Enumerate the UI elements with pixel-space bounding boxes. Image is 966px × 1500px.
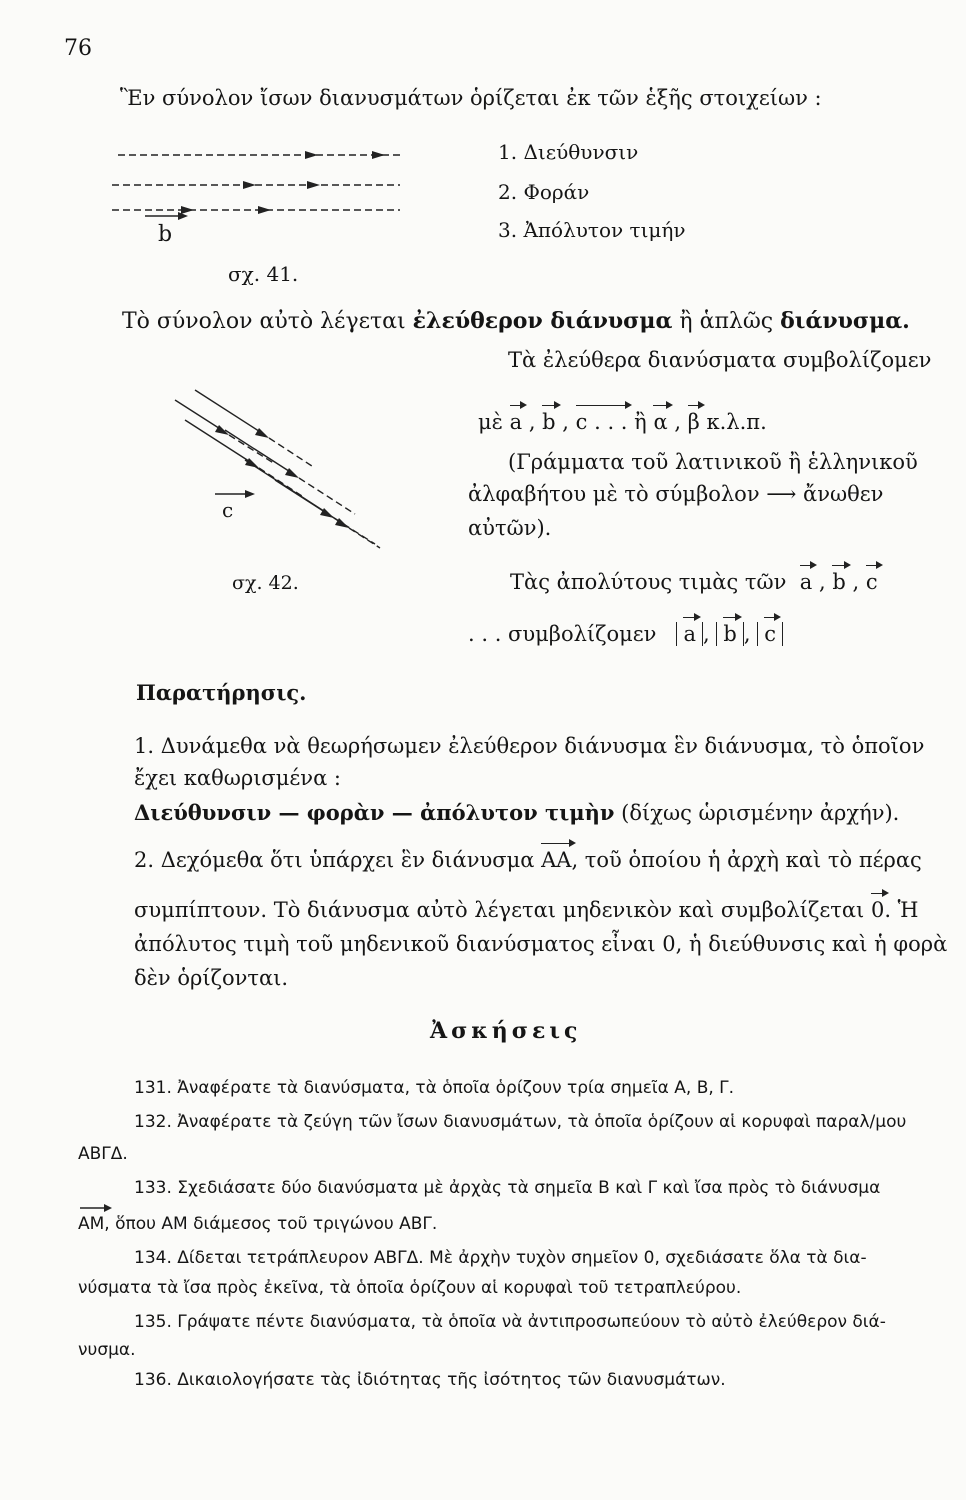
symbols-post: κ.λ.π. (706, 410, 767, 434)
symbol-c: c . . . (575, 410, 628, 434)
remark-2-line-3: ἀπόλυτος τιμὴ τοῦ μηδενικοῦ διανύσματος εἶναι 0, ἡ διεύθυνσις καὶ ἡ φορὰ (134, 932, 948, 956)
page-number: 76 (64, 36, 92, 61)
remark-2-line-4: δὲν ὁρίζονται. (134, 966, 289, 990)
symbols-or: ἢ (634, 410, 647, 434)
remark-heading: Παρατήρησις. (136, 680, 307, 705)
exercise-134-cont: νύσματα τὰ ἴσα πρὸς ἐκεῖνα, τὰ ὁποῖα ὁρίζουν αἱ κορυφαὶ τοῦ τετραπλεύρου. (78, 1278, 742, 1298)
paren-line-3: αὐτῶν). (468, 516, 552, 540)
remark-2-line2-post: . Ἡ (884, 898, 919, 922)
fig42-vector-label: c (222, 498, 234, 522)
exercise-133-cont: AM, ὅπου AM διάμεσος τοῦ τριγώνου ΑΒΓ. (78, 1214, 438, 1234)
symbol-alpha: α (653, 410, 668, 434)
abs-symbol-a: a (799, 570, 813, 594)
element-direction: 1. Διεύθυνσιν (498, 140, 639, 164)
remark-2-line2-pre: συμπίπτουν. Τὸ διάνυσμα αὐτὸ λέγεται μηδενικὸν καὶ συμβολίζεται (134, 898, 865, 922)
paren-line-2: ἀλφαβήτου μὲ τὸ σύμβολον ⟶ ἄνωθεν (468, 482, 884, 506)
exercise-135-cont: νυσμα. (78, 1340, 136, 1360)
remark-2-line-2 (134, 898, 919, 922)
symbol-beta: β (687, 410, 700, 434)
symbols-line-2: μὲ a , b , c . . . ἢ α , β κ.λ.π. (478, 410, 767, 434)
symbols-pre: μὲ (478, 410, 503, 434)
remark-2-post: , τοῦ ὁποίου ἡ ἀρχὴ καὶ τὸ πέρας (571, 848, 922, 872)
intro-text: Ἓν σύνολον ἴσων διανυσμάτων ὁρίζεται ἐκ τῶν ἑξῆς στοιχείων : (120, 86, 822, 110)
free-vector-sentence (122, 308, 910, 334)
fig41-caption: σχ. 41. (228, 262, 299, 286)
remark-2-pre: 2. Δεχόμεθα ὅτι ὑπάρχει ἓν διάνυσμα (134, 848, 535, 872)
fig42-caption: σχ. 42. (232, 572, 299, 594)
exercise-135: 135. Γράψατε πέντε διανύσματα, τὰ ὁποῖα νὰ ἀντιπροσωπεύουν τὸ αὐτὸ ἐλεύθερον διά- (134, 1312, 886, 1332)
abs-symbol-b: b (832, 570, 846, 594)
symbols-line-1: Τὰ ἐλεύθερα διανύσματα συμβολίζομεν (508, 348, 932, 372)
abs-values-line-2: . . . συμβολίζομεν a , b , c (468, 622, 783, 646)
abs-symbol-c: c (865, 570, 878, 594)
remark-1-line-1: 1. Δυνάμεθα νὰ θεωρήσωμεν ἐλεύθερον διάνυσμα ἓν διάνυσμα, τὸ ὁποῖον (134, 734, 925, 758)
exercise-133: 133. Σχεδιάσατε δύο διανύσματα μὲ ἀρχὰς τὰ σημεῖα B καὶ Γ καὶ ἴσα πρὸς τὸ διάνυσμα (134, 1178, 881, 1198)
element-sense: 2. Φοράν (498, 180, 590, 204)
remark-2-zero-vector: 0 (870, 898, 885, 922)
exercise-136: 136. Δικαιολογήσατε τὰς ἰδιότητας τῆς ἰσότητος τῶν διανυσμάτων. (134, 1370, 726, 1390)
abs-values-line-1: Τὰς ἀπολύτους τιμὰς τῶν a , b , c (510, 570, 878, 594)
remark-2-vector: AA (541, 848, 572, 872)
abs-text: Τὰς ἀπολύτους τιμὰς τῶν (510, 570, 787, 594)
paren-line-1: (Γράμματα τοῦ λατινικοῦ ἢ ἑλληνικοῦ (508, 450, 918, 474)
symbol-b: b (542, 410, 556, 434)
abs-bar-a: a (683, 622, 697, 646)
remark-1-bold: Διεύθυνσιν — φορὰν — ἀπόλυτον τιμὴν (134, 800, 615, 825)
abs-text-2: . . . συμβολίζομεν (468, 622, 657, 646)
am-vector-arrow-icon (78, 1200, 118, 1214)
fig41-vector-label: b (158, 222, 173, 247)
free-vector-term: ἐλεύθερον διάνυσμα (412, 308, 673, 334)
exercise-134: 134. Δίδεται τετράπλευρον ΑΒΓΔ. Μὲ ἀρχὴν τυχὸν σημεῖον 0, σχεδιάσατε ὅλα τὰ δια- (134, 1248, 867, 1268)
remark-1-line-2: ἔχει καθωρισμένα : (134, 766, 341, 790)
exercise-132: 132. Ἀναφέρατε τὰ ζεύγη τῶν ἴσων διανυσμάτων, τὰ ὁποῖα ὁρίζουν αἱ κορυφαὶ παραλ/μου (134, 1112, 907, 1132)
exercise-131: 131. Ἀναφέρατε τὰ διανύσματα, τὰ ὁποῖα ὁρίζουν τρία σημεῖα A, B, Γ. (134, 1078, 735, 1098)
exercise-132-cont: ΑΒΓΔ. (78, 1144, 128, 1164)
figure-42 (155, 380, 425, 560)
free-vector-mid: ἢ ἁπλῶς (679, 309, 774, 334)
symbol-a: a (509, 410, 523, 434)
free-vector-pre: Τὸ σύνολον αὐτὸ λέγεται (122, 309, 406, 334)
element-magnitude: 3. Ἀπόλυτον τιμήν (498, 218, 686, 242)
remark-2-line-1 (134, 848, 922, 872)
exercises-heading: Ἀσκήσεις (430, 1018, 582, 1044)
remark-1-line-3 (134, 800, 899, 825)
figure-41 (100, 130, 430, 260)
remark-1-tail: (δίχως ὡρισμένην ἀρχήν). (621, 801, 900, 825)
abs-bar-b: b (723, 622, 737, 646)
free-vector-term2: διάνυσμα. (780, 308, 910, 334)
abs-bar-c: c (764, 622, 776, 646)
